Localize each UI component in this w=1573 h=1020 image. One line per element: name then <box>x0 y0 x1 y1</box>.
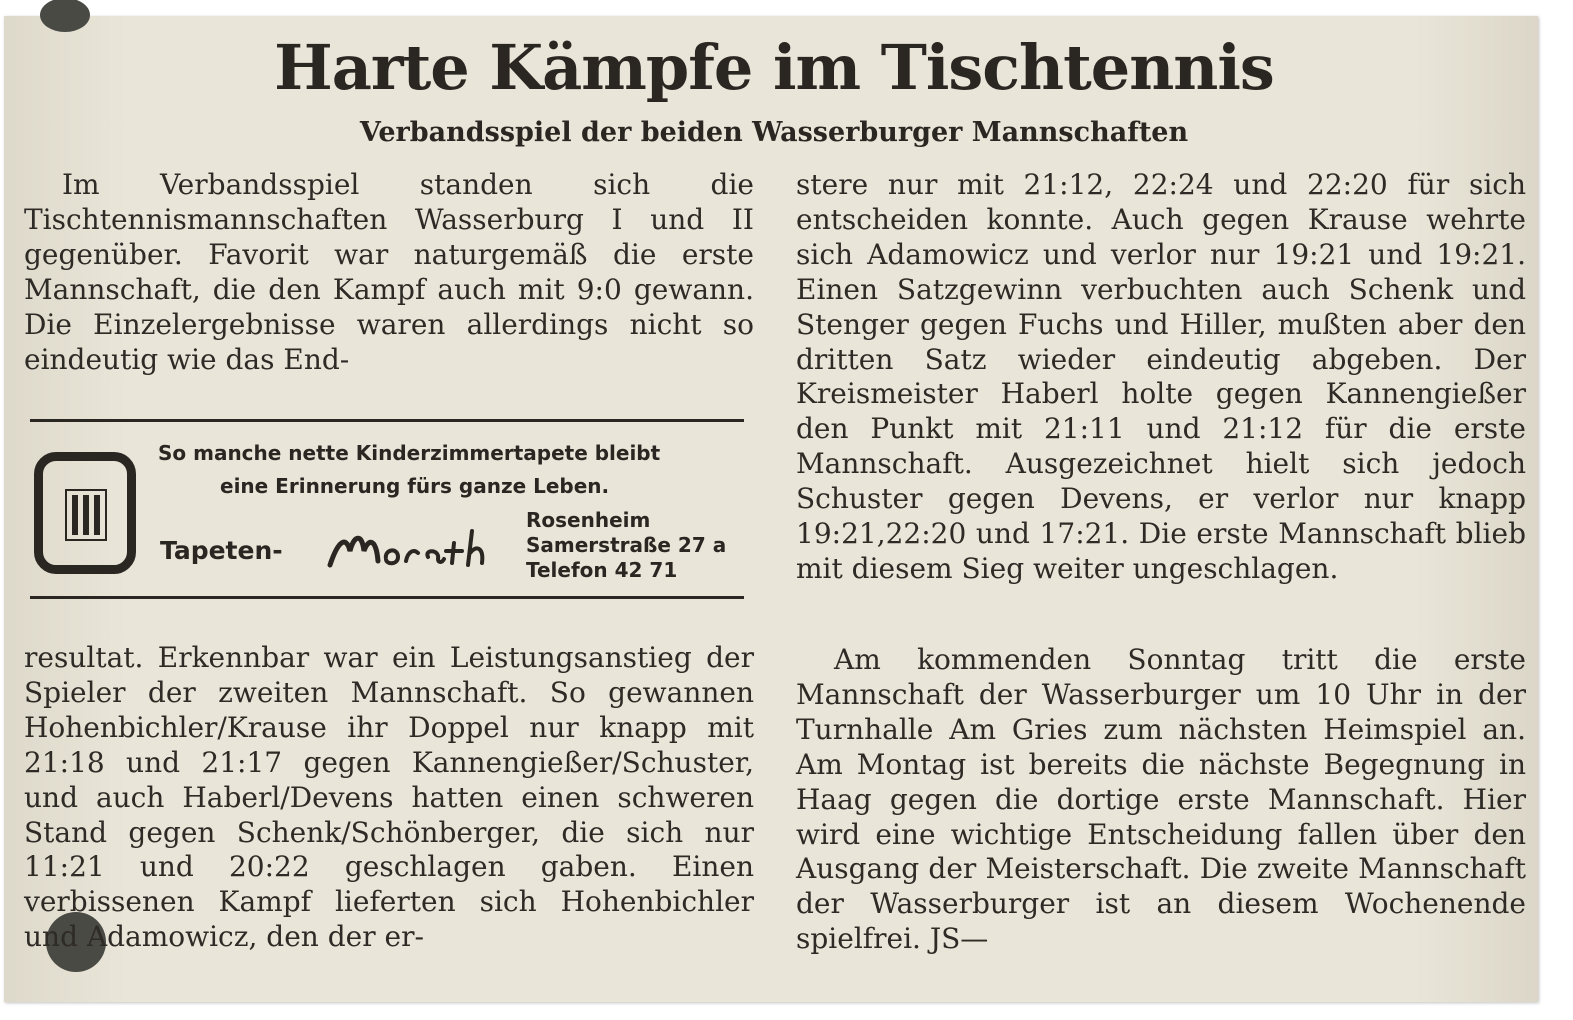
subheadline: Verbandsspiel der beiden Wasserburger Mannschaften <box>359 117 1189 148</box>
ad-slogan-line-1: So manche nette Kinderzimmertapete bleibt <box>158 441 661 465</box>
article-column-left-bottom: resultat. Erkennbar war ein Leistungsanstieg der Spieler der zweiten Mannschaft. So gewannen Hohenbichler/Krause ihr Doppel nur knapp mit 21:18 und 21:17 gegen Kannengießer/Schuster, und auch Haberl/Devens hatten einen schweren Stand gegen Schenk/Schönberger, die sich nur 11:21 und 20:22 geschlagen gaben. Einen verbissenen Kampf lieferten sich Hohenbichler und Adamowicz, den der er- <box>24 641 754 954</box>
stripes-icon <box>65 489 107 541</box>
newspaper-clipping <box>4 16 1538 1002</box>
ad-address-block <box>526 508 726 583</box>
ad-phone: Telefon 42 71 <box>526 558 678 582</box>
ad-street: Samerstraße 27 a <box>526 533 727 557</box>
ad-divider-bottom <box>30 596 744 599</box>
ad-brand-prefix: Tapeten- <box>160 536 283 565</box>
ad-slogan-line-2: eine Erinnerung fürs ganze Leben. <box>220 474 610 498</box>
punch-hole-top <box>40 0 90 32</box>
ad-divider-top <box>30 419 744 422</box>
headline: Harte Kämpfe im Tischtennis <box>274 31 1274 104</box>
tapeten-logo-icon <box>34 452 136 574</box>
ad-city: Rosenheim <box>526 508 651 532</box>
article-column-right-paragraph-1: stere nur mit 21:12, 22:24 und 22:20 für sich entscheiden konnte. Auch gegen Krause wehrte sich Adamowicz und verlor nur 19:21 und 19:21. Einen Satzgewinn verbuchten auch Schenk und Stenger gegen Fuchs und Hiller, mußten aber den dritten Satz wieder eindeutig abgeben. Der Kreismeister Haberl holte gegen Kannengießer den Punkt mit 21:11 und 21:12 für die erste Mannschaft. Ausgezeichnet hielt sich jedoch Schuster gegen Devens, er verlor nur knapp 19:21,22:20 und 17:21. Die erste Mannschaft blieb mit diesem Sieg weiter ungeschlagen. <box>796 168 1526 585</box>
article-column-left-top: Im Verbandsspiel standen sich die Tischtennismannschaften Wasserburg I und II gegenüber. Favorit war naturgemäß die erste Mannschaft, die den Kampf auch mit 9:0 gewann. Die Einzelergebnisse waren allerdings nicht so eindeutig wie das End- <box>24 168 754 376</box>
morath-signature-logo <box>324 521 514 581</box>
article-column-right-paragraph-2: Am kommenden Sonntag tritt die erste Mannschaft der Wasserburger um 10 Uhr in der Turnhalle Am Gries zum nächsten Heimspiel an. Am Montag ist bereits die nächste Begegnung in Haag gegen die dortige erste Mannschaft. Hier wird eine wichtige Entscheidung fallen über den Ausgang der Meisterschaft. Die zweite Mannschaft der Wasserburger ist an diesem Wochenende spielfrei. JS— <box>796 643 1526 956</box>
